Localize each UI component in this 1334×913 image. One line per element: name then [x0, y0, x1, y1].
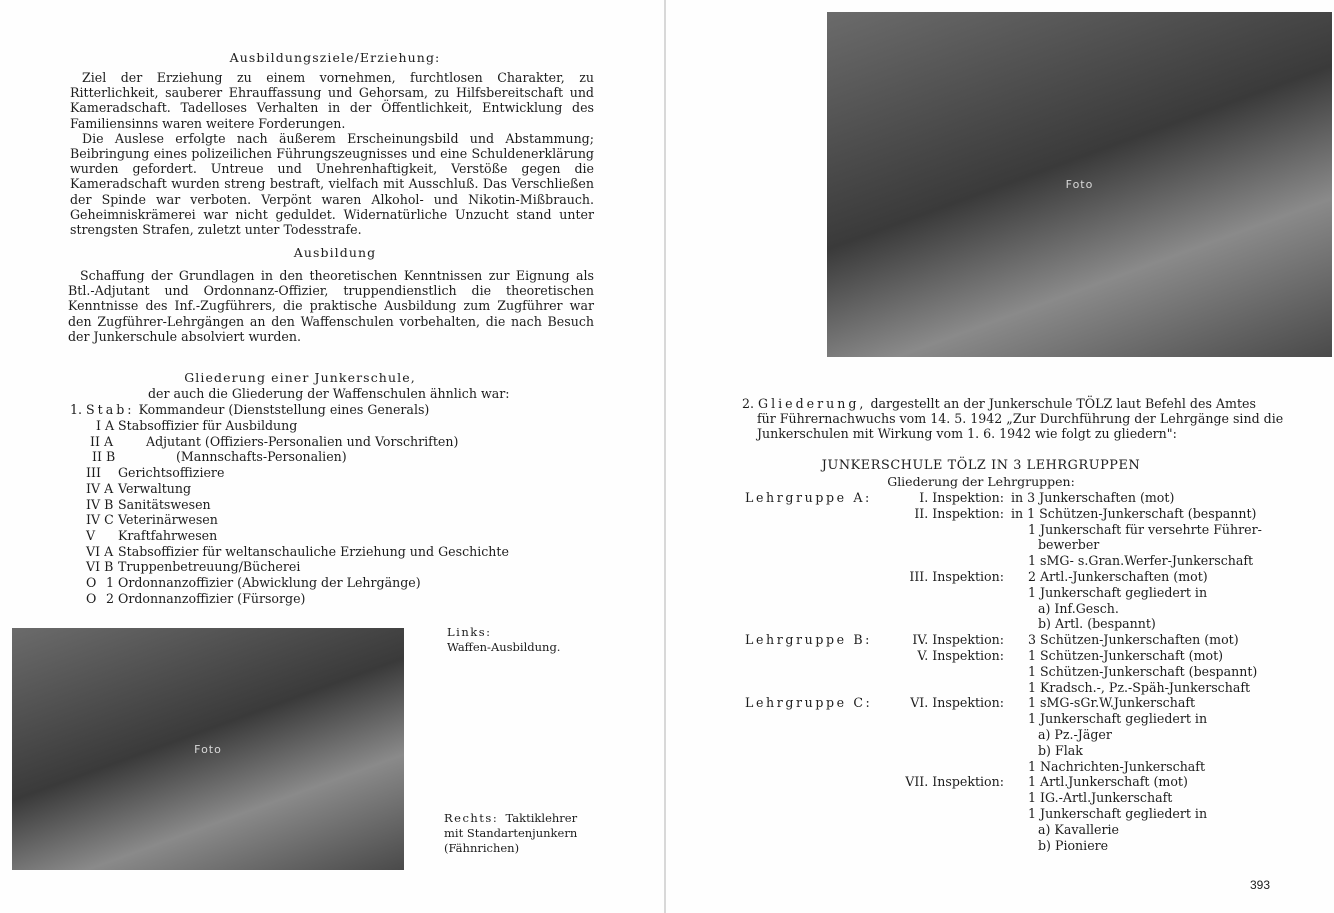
row-text: in 3 Junkerschaften (mot)	[1011, 490, 1175, 505]
inspektion-label: VI. Inspektion:	[910, 695, 1004, 711]
stab-label: Stab:	[86, 402, 135, 417]
row-text: 1 Nachrichten-Junkerschaft	[1028, 758, 1206, 774]
intro-text-1: dargestellt an der Junkerschule TÖLZ laut Befehl des Amtes	[870, 396, 1256, 411]
inspektion-label: IV. Inspektion:	[912, 632, 1004, 648]
left-page	[0, 0, 664, 913]
photo-placeholder-label: Foto	[194, 742, 222, 756]
stab-item-text: Truppenbetreuung/Bücherei	[118, 559, 301, 575]
heading-gliederung: Gliederung einer Junkerschule,	[184, 370, 416, 385]
stab-item-code: O	[86, 590, 97, 606]
row-text: 1 Junkerschaft gegliedert in	[1028, 711, 1208, 727]
caption-right	[444, 811, 577, 856]
stab-item-text: Sanitätswesen	[118, 496, 211, 512]
stab-item-code: II A	[90, 433, 114, 449]
intro-line-3: Junkerschulen mit Wirkung vom 1. 6. 1942 wie folgt zu gliedern":	[757, 426, 1177, 441]
caption-right-text-3: (Fähnrichen)	[444, 841, 520, 855]
intro-line-2: für Führernachwuchs vom 14. 5. 1942 „Zur Durchführung der Lehrgänge sind die	[757, 411, 1284, 426]
stab-item-code: V	[86, 527, 96, 543]
row-text: b) Artl. (bespannt)	[1038, 616, 1156, 632]
stab-item-text: Stabsoffizier für weltanschauliche Erziehung und Geschichte	[118, 543, 509, 559]
row-text: b) Flak	[1038, 742, 1083, 758]
row-text: a) Kavallerie	[1038, 821, 1119, 837]
inspektion-label: V. Inspektion:	[917, 648, 1004, 663]
stab-item-text: Kraftfahrwesen	[118, 527, 218, 543]
stab-item-code: IV C	[86, 512, 114, 528]
row-text: 1 Junkerschaft für versehrte Führer-	[1028, 521, 1262, 537]
stab-text: Kommandeur (Dienststellung eines Generals)	[138, 402, 430, 417]
row-text: 3 Schützen-Junkerschaften (mot)	[1028, 632, 1239, 648]
right-page	[666, 0, 1334, 913]
caption-right-text-1: Taktiklehrer	[505, 811, 578, 825]
paragraph-ziel: Ziel der Erziehung zu einem vornehmen, furchtlosen Charakter, zu Ritterlichkeit, sauberer Ehrauffassung und Gehorsam, zu Hilfsbereitschaft und Kameradschaft. Tadelloses Verhalten in der Öffentlichkeit, Entwicklung des Familiensinns waren weitere Forderungen.	[70, 70, 594, 131]
lehrgruppe-label: Lehrgruppe A:	[745, 490, 872, 505]
row-text: bewerber	[1038, 537, 1100, 553]
paragraph-ausbildung	[68, 268, 594, 344]
intro-line-1	[742, 396, 1256, 412]
intro-spaced-label: Gliederung,	[758, 396, 867, 411]
row-text: 1 IG.-Artl.Junkerschaft	[1028, 790, 1173, 806]
caption-left-title: Links:	[447, 625, 492, 639]
row-text: 1 sMG-sGr.W.Junkerschaft	[1028, 695, 1196, 711]
stab-item-text: Veterinärwesen	[118, 512, 218, 528]
subheading-gliederung: der auch die Gliederung der Waffenschulen ähnlich war:	[148, 386, 510, 401]
row-text: 1 Artl.Junkerschaft (mot)	[1028, 774, 1188, 790]
inspektion-label: III. Inspektion:	[909, 569, 1004, 584]
stab-item-text: (Mannschafts-Personalien)	[176, 449, 347, 465]
page-number: 393	[1250, 878, 1271, 892]
lehrgruppe-label: Lehrgruppe C:	[745, 695, 873, 711]
row-text: in 1 Schützen-Junkerschaft (bespannt)	[1011, 505, 1257, 521]
stab-line	[70, 402, 429, 418]
table-subtitle: Gliederung der Lehrgruppen:	[887, 474, 1075, 489]
stab-item-code: IV B	[86, 496, 114, 512]
row-text: a) Pz.-Jäger	[1038, 727, 1112, 742]
stab-item-text: Gerichtsoffiziere	[118, 465, 225, 481]
stab-item-text: Verwaltung	[118, 480, 192, 496]
caption-left-text: Waffen-Ausbildung.	[447, 640, 561, 654]
paragraph-auslese: Die Auslese erfolgte nach äußerem Erscheinungsbild und Abstammung; Beibringung eines polizeilichen Führungszeugnisses und eine Schuldenerklärung wurden gefordert. Untreue und Unehrenhaftigkeit, Verstöße gegen die Kameradschaft wurden streng bestraft, vielfach mit Ausschluß. Das Verschließen der Spinde war verboten. Verpönt waren Alkohol- und Nikotin-Mißbrauch. Geheimniskrämerei war nicht geduldet. Widernatürliche Unzucht stand unter strengsten Strafen, zuletzt unter Todesstrafe.	[70, 130, 594, 238]
row-text: 1 Junkerschaft gegliedert in	[1028, 584, 1208, 600]
stab-item-code: I A	[96, 418, 115, 433]
row-text: 2 Artl.-Junkerschaften (mot)	[1028, 569, 1208, 584]
row-text: 1 sMG- s.Gran.Werfer-Junkerschaft	[1028, 553, 1254, 569]
photo-taktiklehrer	[827, 12, 1332, 357]
row-text: b) Pioniere	[1038, 837, 1109, 853]
inspektion-label: II. Inspektion:	[914, 505, 1004, 521]
inspektion-label: VII. Inspektion:	[905, 774, 1004, 790]
stab-item-text: 1 Ordonnanzoffizier (Abwicklung der Lehrgänge)	[106, 575, 421, 590]
stab-item-text: Stabsoffizier für Ausbildung	[118, 418, 298, 433]
stab-item-code: VI B	[86, 559, 114, 575]
intro-prefix: 2.	[742, 396, 755, 411]
row-text: a) Inf.Gesch.	[1038, 600, 1119, 616]
row-text: 1 Schützen-Junkerschaft (mot)	[1028, 648, 1224, 663]
photo-placeholder-label-right: Foto	[1065, 178, 1094, 191]
paragraph-ausbildung-text: Schaffung der Grundlagen in den theoretischen Kenntnissen zur Eignung als Btl.-Adjutant und Ordonnanz-Offizier, truppendienstlich die theoretischen Kenntnisse des Inf.-Zugführers, die praktische Ausbildung zum Zugführer war den Zugführer-Lehrgängen an den Waffenschulen vorbehalten, die nach Besuch der Junkerschule absolviert wurden.	[68, 268, 594, 344]
heading-ausbildungsziele: Ausbildungsziele/Erziehung:	[229, 50, 441, 65]
caption-right-title: Rechts:	[444, 811, 499, 825]
stab-item-code: IV A	[86, 480, 114, 496]
stab-item-code: II B	[92, 449, 116, 465]
photo-waffen-ausbildung	[12, 628, 404, 870]
heading-ausbildung: Ausbildung	[293, 245, 377, 260]
inspektion-label: I. Inspektion:	[919, 490, 1004, 505]
row-text: 1 Kradsch.-, Pz.-Späh-Junkerschaft	[1028, 679, 1251, 695]
caption-left	[447, 625, 560, 655]
paragraph-erziehung	[70, 70, 594, 237]
row-text: 1 Schützen-Junkerschaft (bespannt)	[1028, 663, 1258, 679]
lehrgruppe-label: Lehrgruppe B:	[745, 632, 873, 648]
caption-right-text-2: mit Standartenjunkern	[444, 826, 578, 840]
stab-item-code: III	[86, 465, 101, 481]
stab-item-text: Adjutant (Offiziers-Personalien und Vorschriften)	[146, 433, 459, 449]
row-text: 1 Junkerschaft gegliedert in	[1028, 806, 1208, 821]
stab-item-text: 2 Ordonnanzoffizier (Fürsorge)	[106, 590, 306, 606]
table-title: JUNKERSCHULE TÖLZ IN 3 LEHRGRUPPEN	[821, 458, 1141, 473]
stab-prefix: 1.	[70, 402, 83, 417]
stab-item-code: O	[86, 575, 97, 590]
stab-item-code: VI A	[86, 543, 114, 559]
